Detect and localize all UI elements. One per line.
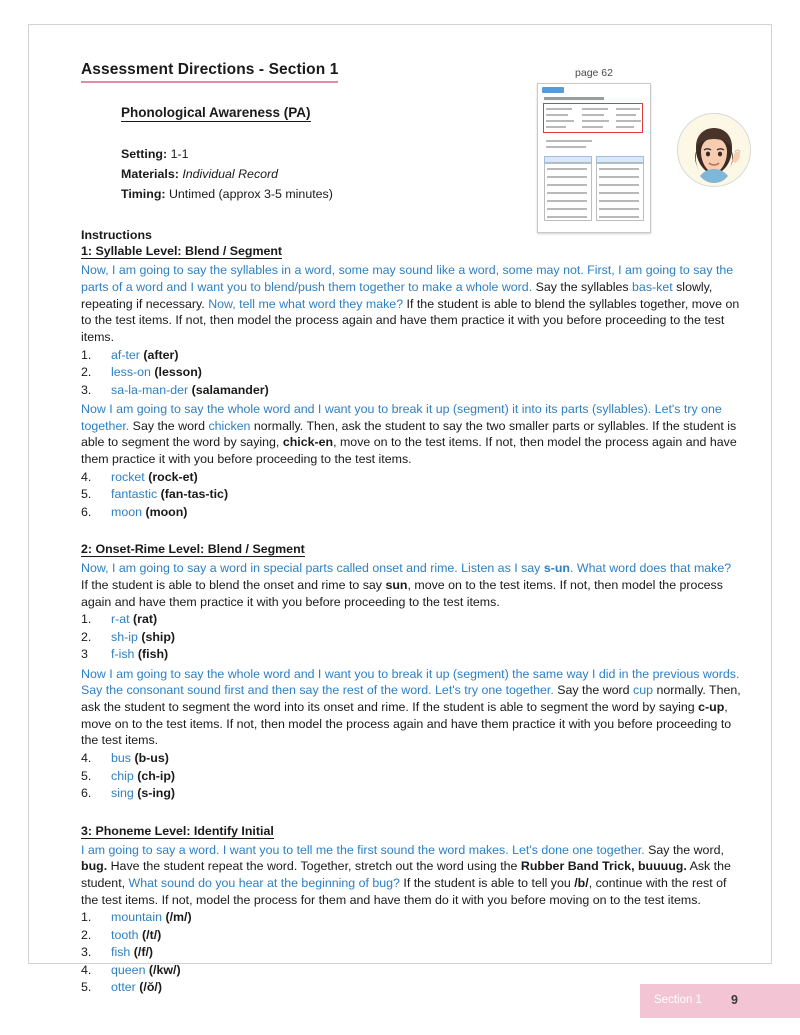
item-word: af-ter	[111, 347, 140, 362]
item-number: 1.	[81, 347, 92, 362]
item-number: 2.	[81, 629, 92, 644]
item-word: f-ish	[111, 647, 135, 662]
item-word: mountain	[111, 910, 162, 925]
item-number: 5.	[81, 768, 92, 783]
section-1-items-blend	[81, 347, 741, 399]
item-word: queen	[111, 962, 146, 977]
list-item	[81, 486, 741, 503]
meta-timing-label: Timing:	[121, 187, 166, 202]
item-number: 5.	[81, 980, 92, 995]
item-word: fantastic	[111, 487, 158, 502]
item-answer: (/t/)	[142, 927, 162, 942]
meta-timing-value: Untimed (approx 3-5 minutes)	[168, 187, 333, 202]
script-text: . What word does that make?	[569, 561, 732, 576]
item-answer: (after)	[143, 347, 179, 362]
item-word: bus	[111, 751, 131, 766]
direction-text: If the student is able to blend the onset and rime to say	[81, 577, 386, 592]
meta-setting-label: Setting:	[121, 147, 168, 161]
section-3-heading: 3: Phoneme Level: Identify Initial	[81, 823, 274, 838]
avatar	[677, 113, 751, 187]
section-2-paragraph-1	[81, 560, 741, 610]
page-reference-thumbnail	[534, 67, 654, 233]
item-answer: (moon)	[145, 504, 188, 519]
example-word: s-un	[543, 561, 570, 576]
direction-text: , move on to the test items. If not, then model the process again and have them practice it with you before proceeding to the test items.	[81, 700, 732, 748]
item-number: 5.	[81, 487, 92, 502]
item-word: rocket	[111, 469, 145, 484]
item-number: 1.	[81, 612, 92, 627]
item-answer: (b-us)	[134, 751, 169, 766]
item-answer: (s-ing)	[137, 786, 176, 801]
item-word: sing	[111, 786, 134, 801]
section-2-items-segment	[81, 750, 741, 802]
direction-text: , move on to the test items. If not, then model the process again and have them practice it with you before proceeding to the test items.	[81, 577, 723, 609]
item-answer: (/kw/)	[148, 962, 181, 977]
list-item	[81, 927, 741, 944]
script-text: What sound do you hear at the beginning of bug?	[128, 875, 400, 890]
item-answer: (rat)	[133, 612, 158, 627]
list-item	[81, 646, 741, 663]
meta-setting-value: 1-1	[170, 147, 189, 161]
section-1-heading: 1: Syllable Level: Blend / Segment	[81, 244, 283, 259]
item-number: 2.	[81, 927, 92, 942]
direction-text: Say the word,	[644, 842, 724, 857]
item-number: 4.	[81, 469, 92, 484]
direction-text: Ask the student,	[81, 859, 731, 890]
footer-band	[640, 984, 800, 1018]
item-number: 2.	[81, 365, 92, 380]
list-item	[81, 909, 741, 926]
page-sheet	[28, 24, 772, 995]
example-word: cup	[633, 683, 653, 698]
footer-page-number: 9	[731, 993, 738, 1007]
meta-materials-label: Materials:	[121, 167, 179, 182]
phoneme: /b/	[574, 875, 589, 890]
section-2-items-blend	[81, 611, 741, 663]
section-1-paragraph-2	[81, 401, 741, 468]
instructions-heading: Instructions	[81, 228, 152, 243]
meta-materials-value: Individual Record	[182, 167, 279, 182]
item-number: 1.	[81, 910, 92, 925]
item-number: 3.	[81, 382, 92, 397]
script-text: Now, I am going to say a word in special parts called onset and rime. Listen as I say	[81, 561, 544, 576]
item-word: moon	[111, 504, 142, 519]
segmented-word: c-up	[698, 700, 725, 715]
list-item	[81, 750, 741, 767]
example-word: chicken	[208, 418, 251, 433]
item-word: fish	[111, 945, 131, 960]
list-item	[81, 382, 741, 399]
item-word: sa-la-man-der	[111, 382, 189, 397]
direction-text: slowly, repeating if necessary.	[81, 279, 713, 311]
section-2-heading: 2: Onset-Rime Level: Blend / Segment	[81, 542, 305, 557]
segmented-word: chick-en	[282, 435, 334, 450]
list-item	[81, 611, 741, 628]
page-title: Assessment Directions - Section 1	[81, 61, 338, 83]
item-answer: (rock-et)	[148, 469, 198, 484]
item-number: 3.	[81, 945, 92, 960]
direction-text: If the student is able to tell you	[399, 875, 575, 890]
item-answer: (ch-ip)	[137, 768, 176, 783]
thumbnail-image	[537, 83, 651, 233]
thumbnail-caption: page 62	[575, 67, 613, 79]
list-item	[81, 768, 741, 785]
item-number: 4.	[81, 962, 92, 977]
item-answer: (fish)	[137, 647, 169, 662]
direction-text: If the student is able to blend the syllables together, move on to the test items. If not, then model the process again and have them practice it with you before proceeding to the test items.	[81, 296, 740, 344]
thumbnail-table-lines	[538, 84, 650, 232]
rubber-band-trick: Rubber Band Trick, buuuug.	[520, 859, 687, 874]
list-item	[81, 504, 741, 521]
item-answer: (lesson)	[154, 365, 202, 380]
direction-text: Say the word	[129, 418, 209, 433]
direction-text: , continue with the rest of the test items. If not, model the process for them and have them do it with you before moving on to the test items.	[81, 875, 727, 907]
list-item	[81, 962, 741, 979]
section-2-paragraph-2	[81, 666, 741, 749]
avatar-illustration	[678, 114, 750, 186]
script-text: Now, I am going to say the syllables in a word, some may sound like a word, some may not. First, I am going to say the parts of a word and I want you to blend/push them together to make a whole word.	[81, 263, 734, 294]
section-3	[81, 822, 741, 997]
list-item	[81, 785, 741, 802]
item-number: 6.	[81, 786, 92, 801]
section-2	[81, 540, 741, 802]
direction-text: Say the word	[553, 683, 634, 698]
list-item	[81, 944, 741, 961]
direction-text: , move on to the test items. If not, then model the process again and have them practice it with you before proceeding to the test items.	[81, 435, 737, 467]
footer-section-label: Section 1	[654, 994, 702, 1006]
list-item	[81, 469, 741, 486]
item-word: less-on	[111, 365, 151, 380]
section-1-items-segment	[81, 469, 741, 521]
item-answer: (salamander)	[191, 382, 269, 397]
item-answer: (/f/)	[133, 945, 154, 960]
item-word: tooth	[111, 927, 139, 942]
item-number: 4.	[81, 751, 92, 766]
list-item	[81, 347, 741, 364]
script-text: Now I am going to say the whole word and I want you to break it up (segment) it into its parts (syllables). Let's try one together.	[81, 402, 722, 433]
direction-text: Say the syllables	[532, 279, 633, 294]
script-text: Now I am going to say the whole word and I want you to break it up (segment) the same way I did in the previous words. Say the consonant sound first and then say the rest of the word. Let's try one together.	[81, 666, 740, 698]
item-answer: (ship)	[141, 629, 176, 644]
example-word: bas-ket	[632, 279, 673, 294]
item-number: 6.	[81, 504, 92, 519]
direction-text: Have the student repeat the word. Together, stretch out the word using the	[107, 859, 521, 874]
target-word: bug.	[81, 859, 108, 874]
list-item	[81, 629, 741, 646]
list-item	[81, 364, 741, 381]
script-text: Now, tell me what word they make?	[208, 296, 404, 311]
section-1-paragraph-1	[81, 262, 741, 345]
item-number: 3	[81, 647, 88, 662]
section-1	[81, 242, 741, 521]
item-answer: (/ŏ/)	[139, 980, 162, 995]
item-word: chip	[111, 768, 134, 783]
section-subtitle: Phonological Awareness (PA)	[121, 105, 311, 120]
item-word: sh-ip	[111, 629, 138, 644]
direction-text: normally. Then, ask the student to segment the word into its onset and rime. If the student is able to segment the word by saying	[81, 683, 741, 715]
item-answer: (/m/)	[165, 910, 192, 925]
item-word: otter	[111, 980, 136, 995]
section-3-paragraph-1	[81, 842, 741, 909]
script-text: I am going to say a word. I want you to tell me the first sound the word makes. Let's done one together.	[81, 842, 645, 857]
item-word: r-at	[111, 612, 130, 627]
target-word: sun	[385, 577, 408, 592]
item-answer: (fan-tas-tic)	[160, 487, 229, 502]
direction-text: normally. Then, ask the student to say the two smaller parts or syllables. If the student is able to segment the word by saying,	[81, 418, 737, 450]
